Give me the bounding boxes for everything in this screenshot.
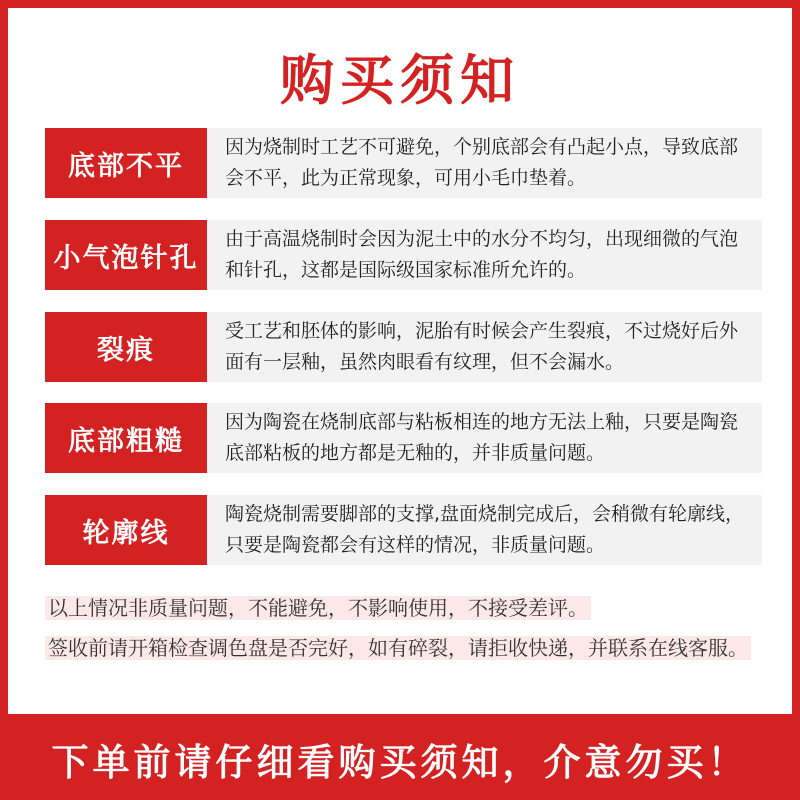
notice-text: 因为陶瓷在烧制底部与粘板相连的地方无法上釉，只要是陶瓷底部粘板的地方都是无釉的，并非质量问题。 xyxy=(207,403,762,473)
notice-text: 因为烧制时工艺不可避免，个别底部会有凸起小点，导致底部会不平，此为正常现象，可用小毛巾垫着。 xyxy=(207,128,762,198)
notice-row xyxy=(45,312,762,382)
notice-row xyxy=(45,403,762,473)
notice-text: 陶瓷烧制需要脚部的支撑,盘面烧制完成后，会稍微有轮廓线，只要是陶瓷都会有这样的情况，非质量问题。 xyxy=(207,495,762,565)
notice-text: 由于高温烧制时会因为泥土中的水分不均匀，出现细微的气泡和针孔，这都是国际级国家标准所允许的。 xyxy=(207,220,762,290)
notice-row xyxy=(45,128,762,198)
notice-row xyxy=(45,220,762,290)
notice-row xyxy=(45,495,762,565)
page-title: 购买须知 xyxy=(280,48,520,112)
notice-label: 裂痕 xyxy=(45,312,207,382)
note-text: 签收前请开箱检查调色盘是否完好，如有碎裂，请拒收快递，并联系在线客服。 xyxy=(45,636,751,660)
notice-label: 底部粗糙 xyxy=(45,403,207,473)
note-text: 以上情况非质量问题，不能避免，不影响使用，不接受差评。 xyxy=(45,596,591,620)
notice-text: 受工艺和胚体的影响，泥胎有时候会产生裂痕，不过烧好后外面有一层釉，虽然肉眼看有纹理，但不会漏水。 xyxy=(207,312,762,382)
notice-label: 小气泡针孔 xyxy=(45,220,207,290)
note-line xyxy=(45,630,765,667)
notice-label: 轮廓线 xyxy=(45,495,207,565)
note-line xyxy=(45,593,591,623)
notice-label: 底部不平 xyxy=(45,128,207,198)
warning-banner: 下单前请仔细看购买须知，介意勿买！ xyxy=(51,740,749,784)
